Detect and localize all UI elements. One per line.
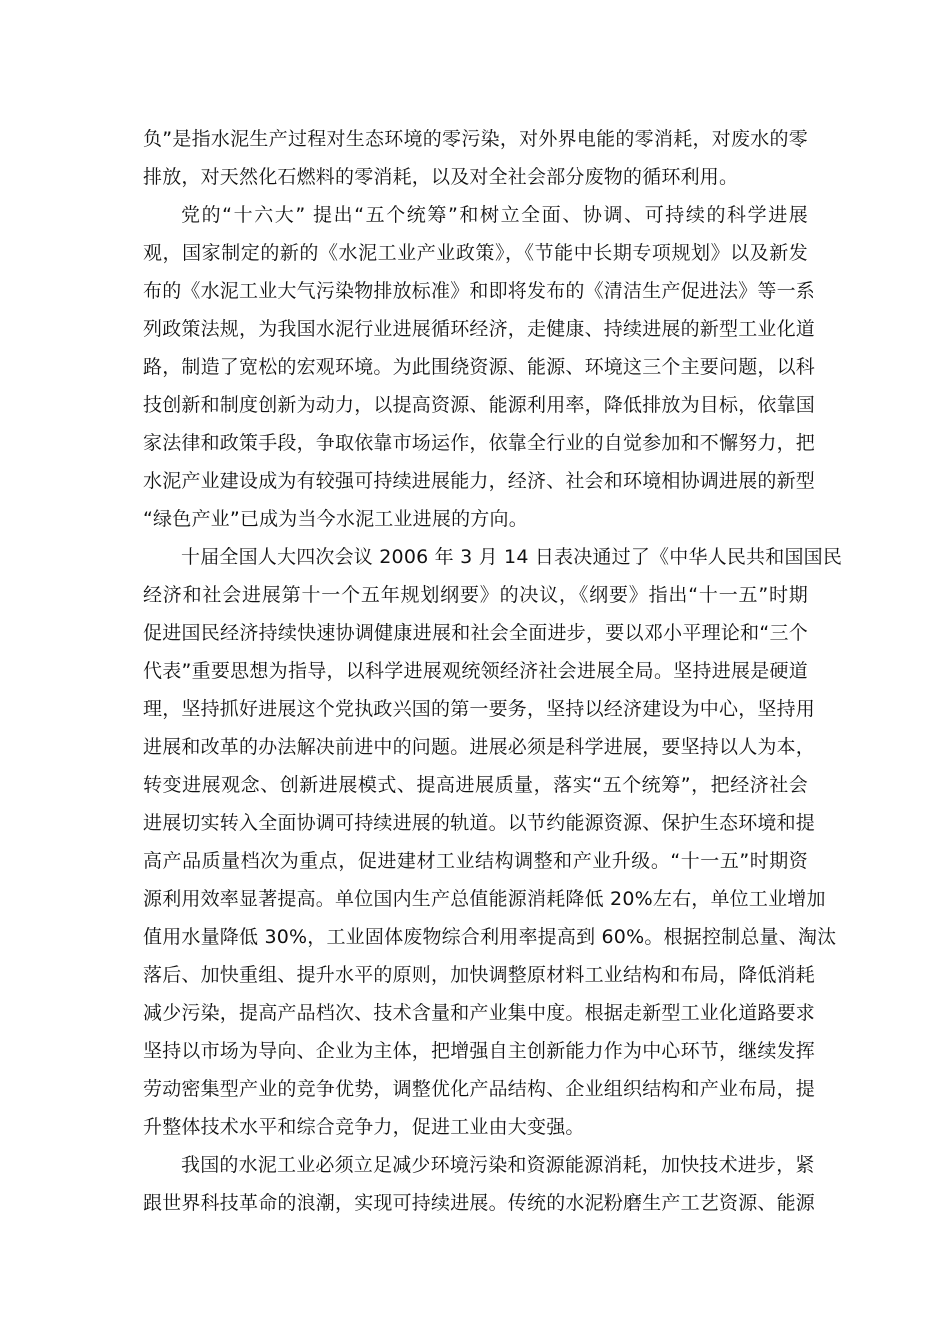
- text-line: 家法律和政策手段，争取依靠市场运作，依靠全行业的自觉参加和不懈努力，把: [143, 432, 816, 454]
- text-line: 落后、加快重组、提升水平的原则，加快调整原材料工业结构和布局，降低消耗: [143, 964, 816, 986]
- text-line: 负”是指水泥生产过程对生态环境的零污染，对外界电能的零消耗，对废水的零: [143, 128, 808, 150]
- text-line: 值用水量降低 30%，工业固体废物综合利用率提高到 60%。根据控制总量、淘汰: [143, 926, 837, 948]
- text-line: 坚持以市场为导向、企业为主体，把增强自主创新能力作为中心环节，继续发挥: [143, 1040, 816, 1062]
- text-line: 促进国民经济持续快速协调健康进展和社会全面进步，要以邓小平理论和“三个: [143, 622, 808, 644]
- text-line: 理，坚持抓好进展这个党执政兴国的第一要务，坚持以经济建设为中心，坚持用: [143, 698, 816, 720]
- text-line: 高产品质量档次为重点，促进建材工业结构调整和产业升级。“十一五”时期资: [143, 850, 808, 872]
- text-line: 列政策法规，为我国水泥行业进展循环经济，走健康、持续进展的新型工业化道: [143, 318, 816, 340]
- text-line: “绿色产业”已成为当今水泥工业进展的方向。: [143, 508, 528, 530]
- text-line: 进展和改革的办法解决前进中的问题。进展必须是科学进展，要坚持以人为本，: [143, 736, 816, 758]
- text-line: 代表”重要思想为指导，以科学进展观统领经济社会进展全局。坚持进展是硬道: [143, 660, 808, 682]
- text-line: 我国的水泥工业必须立足减少环境污染和资源能源消耗，加快技术进步，紧: [181, 1154, 815, 1176]
- text-line: 观，国家制定的新的《水泥工业产业政策》，《节能中长期专项规划》以及新发: [143, 242, 808, 264]
- text-line: 进展切实转入全面协调可持续进展的轨道。以节约能源资源、保护生态环境和提: [143, 812, 816, 834]
- text-line: 水泥产业建设成为有较强可持续进展能力，经济、社会和环境相协调进展的新型: [143, 470, 816, 492]
- text-line: 劳动密集型产业的竞争优势，调整优化产品结构、企业组织结构和产业布局，提: [143, 1078, 816, 1100]
- text-line: 路，制造了宽松的宏观环境。为此围绕资源、能源、环境这三个主要问题，以科: [143, 356, 816, 378]
- text-line: 转变进展观念、创新进展模式、提高进展质量，落实“五个统筹”，把经济社会: [143, 774, 808, 796]
- text-line: 布的《水泥工业大气污染物排放标准》和即将发布的《清洁生产促进法》等一系: [143, 280, 816, 302]
- text-line: 经济和社会进展第十一个五年规划纲要》的决议，《纲要》指出“十一五”时期: [143, 584, 808, 606]
- text-line: 源利用效率显著提高。单位国内生产总值能源消耗降低 20%左右，单位工业增加: [143, 888, 826, 910]
- text-line: 减少污染，提高产品档次、技术含量和产业集中度。根据走新型工业化道路要求: [143, 1002, 816, 1024]
- text-line: 升整体技术水平和综合竞争力，促进工业由大变强。: [143, 1116, 585, 1138]
- text-line: 技创新和制度创新为动力，以提高资源、能源利用率，降低排放为目标，依靠国: [143, 394, 816, 416]
- text-line: 跟世界科技革命的浪潮，实现可持续进展。传统的水泥粉磨生产工艺资源、能源: [143, 1192, 816, 1214]
- text-line: 党的“十六大” 提出“五个统筹”和树立全面、协调、可持续的科学进展: [181, 204, 808, 226]
- text-line: 排放，对天然化石燃料的零消耗，以及对全社会部分废物的循环利用。: [143, 166, 739, 188]
- text-line: 十届全国人大四次会议 2006 年 3 月 14 日表决通过了《中华人民共和国国民: [181, 546, 843, 568]
